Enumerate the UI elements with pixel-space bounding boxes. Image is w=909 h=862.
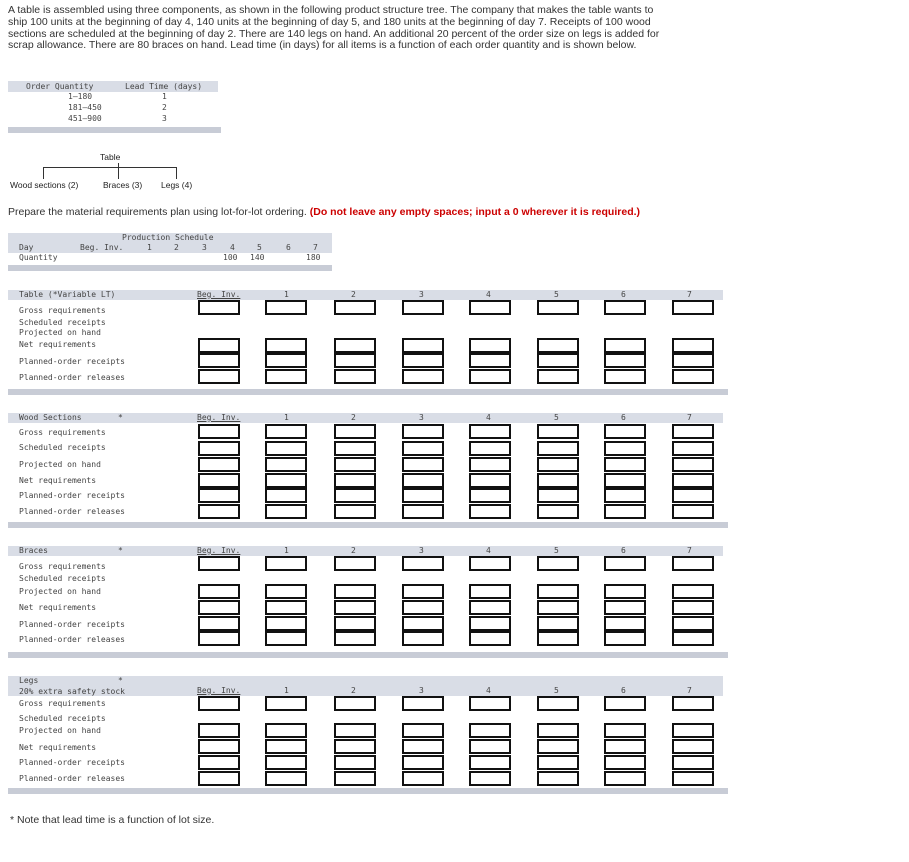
mrp-input-cell[interactable] [469,424,511,439]
mrp-input-cell[interactable] [604,696,646,711]
schedule-day-3: 3 [202,243,207,252]
mrp-input-cell[interactable] [537,616,579,631]
schedule-qty-day-4: 100 [223,253,238,262]
mrp-input-cell[interactable] [537,600,579,615]
mrp-row-label: Planned-order receipts [19,620,125,629]
mrp-input-cell[interactable] [334,353,376,368]
mrp-input-cell[interactable] [402,369,444,384]
mrp-period-2-3: 3 [419,546,424,555]
mrp-input-cell[interactable] [402,424,444,439]
mrp-input-cell[interactable] [402,600,444,615]
schedule-day-1: 1 [147,243,152,252]
mrp-row-label: Planned-order receipts [19,758,125,767]
mrp-input-cell[interactable] [402,755,444,770]
mrp-input-cell[interactable] [672,739,714,754]
mrp-period-1-2: 2 [351,413,356,422]
mrp-input-cell[interactable] [469,457,511,472]
mrp-input-cell[interactable] [334,631,376,646]
mrp-input-cell[interactable] [265,616,307,631]
tree-child-legs: Legs (4) [161,180,193,190]
mrp-input-cell[interactable] [537,556,579,571]
mrp-period-2-4: 4 [486,546,491,555]
mrp-input-cell[interactable] [537,584,579,599]
mrp-input-cell[interactable] [402,473,444,488]
schedule-day-label: Day [19,243,34,252]
mrp-period-0-4: 4 [486,290,491,299]
instructions [8,206,640,218]
mrp-input-cell[interactable] [469,556,511,571]
mrp-input-cell[interactable] [265,739,307,754]
mrp-input-cell[interactable] [604,723,646,738]
tree-child-wood: Wood sections (2) [10,180,79,190]
mrp-input-cell[interactable] [265,696,307,711]
mrp-input-cell[interactable] [672,300,714,315]
mrp-row-label: Planned-order releases [19,774,125,783]
mrp-input-cell[interactable] [334,441,376,456]
mrp-input-cell[interactable] [198,353,240,368]
mrp-input-cell[interactable] [402,771,444,786]
tree-drop-2 [118,167,119,179]
instruction-text: Prepare the material requirements plan using lot-for-lot ordering. [8,206,307,218]
lead-time-col-lt: Lead Time (days) [125,82,203,91]
mrp-input-cell[interactable] [537,739,579,754]
mrp-input-cell[interactable] [265,441,307,456]
mrp-rule-2 [8,652,728,658]
mrp-input-cell[interactable] [198,369,240,384]
mrp-input-cell[interactable] [265,584,307,599]
mrp-title-1: Wood Sections [19,413,82,422]
mrp-input-cell[interactable] [604,771,646,786]
lead-time-lt-3: 3 [162,114,167,123]
mrp-period-2-6: 6 [621,546,626,555]
mrp-input-cell[interactable] [672,556,714,571]
mrp-row-label: Planned-order releases [19,373,125,382]
mrp-input-cell[interactable] [265,723,307,738]
schedule-qty-day-7: 180 [306,253,321,262]
mrp-row-label: Planned-order releases [19,507,125,516]
mrp-input-cell[interactable] [334,696,376,711]
mrp-input-cell[interactable] [537,771,579,786]
mrp-row-label: Net requirements [19,603,97,612]
mrp-input-cell[interactable] [334,739,376,754]
mrp-period-2-0: Beg. Inv. [197,546,241,555]
tree-child-braces: Braces (3) [103,180,143,190]
mrp-star-2: * [118,546,123,555]
mrp-period-1-5: 5 [554,413,559,422]
mrp-input-cell[interactable] [198,696,240,711]
mrp-input-cell[interactable] [672,473,714,488]
mrp-input-cell[interactable] [334,556,376,571]
mrp-input-cell[interactable] [334,600,376,615]
mrp-input-cell[interactable] [198,600,240,615]
mrp-input-cell[interactable] [604,584,646,599]
mrp-input-cell[interactable] [469,723,511,738]
mrp-row-label: Planned-order receipts [19,357,125,366]
mrp-period-3-1: 1 [284,686,289,695]
mrp-input-cell[interactable] [334,300,376,315]
mrp-input-cell[interactable] [402,457,444,472]
production-schedule-title: Production Schedule [122,233,214,242]
mrp-input-cell[interactable] [198,441,240,456]
mrp-input-cell[interactable] [402,338,444,353]
mrp-row-label: Gross requirements [19,562,106,571]
mrp-input-cell[interactable] [402,616,444,631]
mrp-input-cell[interactable] [604,739,646,754]
mrp-input-cell[interactable] [469,616,511,631]
mrp-input-cell[interactable] [198,771,240,786]
mrp-input-cell[interactable] [604,441,646,456]
mrp-input-cell[interactable] [604,504,646,519]
mrp-input-cell[interactable] [402,504,444,519]
mrp-input-cell[interactable] [469,441,511,456]
mrp-input-cell[interactable] [537,696,579,711]
mrp-input-cell[interactable] [265,369,307,384]
mrp-input-cell[interactable] [402,739,444,754]
mrp-input-cell[interactable] [198,616,240,631]
mrp-input-cell[interactable] [672,631,714,646]
mrp-input-cell[interactable] [198,556,240,571]
mrp-input-cell[interactable] [672,424,714,439]
mrp-input-cell[interactable] [402,353,444,368]
mrp-input-cell[interactable] [604,488,646,503]
mrp-period-2-2: 2 [351,546,356,555]
mrp-period-0-1: 1 [284,290,289,299]
mrp-period-3-3: 3 [419,686,424,695]
mrp-input-cell[interactable] [265,631,307,646]
mrp-input-cell[interactable] [604,556,646,571]
mrp-rule-0 [8,389,728,395]
mrp-input-cell[interactable] [469,771,511,786]
mrp-input-cell[interactable] [469,300,511,315]
mrp-period-2-1: 1 [284,546,289,555]
mrp-input-cell[interactable] [402,556,444,571]
mrp-input-cell[interactable] [469,600,511,615]
mrp-input-cell[interactable] [604,369,646,384]
mrp-input-cell[interactable] [672,771,714,786]
mrp-input-cell[interactable] [469,755,511,770]
mrp-period-3-5: 5 [554,686,559,695]
mrp-input-cell[interactable] [537,755,579,770]
mrp-period-1-1: 1 [284,413,289,422]
mrp-period-0-2: 2 [351,290,356,299]
mrp-period-3-7: 7 [687,686,692,695]
mrp-input-cell[interactable] [537,631,579,646]
mrp-input-cell[interactable] [537,300,579,315]
lead-time-lt-2: 2 [162,103,167,112]
mrp-input-cell[interactable] [265,473,307,488]
schedule-beg-label: Beg. Inv. [80,243,124,252]
mrp-row-label: Gross requirements [19,428,106,437]
mrp-input-cell[interactable] [672,723,714,738]
mrp-input-cell[interactable] [402,441,444,456]
mrp-input-cell[interactable] [672,369,714,384]
mrp-period-0-6: 6 [621,290,626,299]
mrp-input-cell[interactable] [265,771,307,786]
mrp-input-cell[interactable] [672,441,714,456]
mrp-period-1-3: 3 [419,413,424,422]
mrp-input-cell[interactable] [265,300,307,315]
schedule-qty-label: Quantity [19,253,58,262]
mrp-row-label: Scheduled receipts [19,574,106,583]
mrp-input-cell[interactable] [469,488,511,503]
tree-branch [43,167,176,168]
mrp-row-label: Scheduled receipts [19,714,106,723]
mrp-row-label: Projected on hand [19,587,101,596]
schedule-day-7: 7 [313,243,318,252]
mrp-input-cell[interactable] [334,488,376,503]
mrp-input-cell[interactable] [402,488,444,503]
mrp-period-1-6: 6 [621,413,626,422]
mrp-period-3-2: 2 [351,686,356,695]
mrp-period-1-0: Beg. Inv. [197,413,241,422]
mrp-input-cell[interactable] [198,300,240,315]
mrp-rule-1 [8,522,728,528]
mrp-input-cell[interactable] [402,696,444,711]
tree-drop-1 [43,167,44,179]
mrp-input-cell[interactable] [198,755,240,770]
mrp-title-3: Legs [19,676,39,685]
mrp-row-label: Planned-order releases [19,635,125,644]
mrp-input-cell[interactable] [334,424,376,439]
mrp-input-cell[interactable] [469,739,511,754]
schedule-day-4: 4 [230,243,235,252]
mrp-input-cell[interactable] [265,556,307,571]
mrp-row-label: Projected on hand [19,460,101,469]
mrp-period-2-5: 5 [554,546,559,555]
mrp-input-cell[interactable] [469,338,511,353]
problem-statement: A table is assembled using three components, as shown in the following product structure tree. The company that makes the table wants to ship 100 units at the beginning of day 4, 140 units at the beginning of day 5, and 180 units at the beginning of day 7. Receipts of 100 wood sections are scheduled at the beginning of day 2. There are 140 legs on hand. An additional 20 percent of the order size on legs is added for scrap allowance. There are 80 braces on hand. Lead time (in days) for all items is a function of each order quantity and is shown below. [8,4,660,52]
mrp-input-cell[interactable] [198,723,240,738]
mrp-star-3: * [118,676,123,685]
mrp-input-cell[interactable] [672,584,714,599]
mrp-input-cell[interactable] [672,755,714,770]
mrp-input-cell[interactable] [604,424,646,439]
mrp-input-cell[interactable] [604,616,646,631]
mrp-period-3-0: Beg. Inv. [197,686,241,695]
mrp-period-0-0: Beg. Inv. [197,290,241,299]
mrp-input-cell[interactable] [402,584,444,599]
mrp-header-1 [8,413,723,423]
mrp-input-cell[interactable] [672,600,714,615]
mrp-input-cell[interactable] [334,473,376,488]
mrp-row-label: Planned-order receipts [19,491,125,500]
mrp-input-cell[interactable] [672,457,714,472]
mrp-input-cell[interactable] [672,696,714,711]
mrp-input-cell[interactable] [537,504,579,519]
mrp-input-cell[interactable] [334,616,376,631]
schedule-qty-day-5: 140 [250,253,265,262]
mrp-input-cell[interactable] [334,755,376,770]
lead-time-qty-3: 451–900 [68,114,102,123]
mrp-input-cell[interactable] [672,504,714,519]
mrp-row-label: Net requirements [19,476,97,485]
mrp-input-cell[interactable] [265,457,307,472]
mrp-input-cell[interactable] [198,473,240,488]
mrp-input-cell[interactable] [334,723,376,738]
lead-time-qty-1: 1–180 [68,92,93,101]
mrp-input-cell[interactable] [469,353,511,368]
mrp-input-cell[interactable] [198,504,240,519]
mrp-row-label: Gross requirements [19,699,106,708]
mrp-input-cell[interactable] [198,631,240,646]
mrp-input-cell[interactable] [537,473,579,488]
mrp-input-cell[interactable] [604,353,646,368]
mrp-input-cell[interactable] [334,457,376,472]
mrp-title-0: Table (*Variable LT) [19,290,116,299]
mrp-input-cell[interactable] [604,473,646,488]
instruction-warning: (Do not leave any empty spaces; input a 0 wherever it is required.) [309,206,641,218]
mrp-period-0-3: 3 [419,290,424,299]
lead-time-lt-1: 1 [162,92,167,101]
lead-time-rule [8,127,221,133]
mrp-input-cell[interactable] [334,338,376,353]
mrp-row-label: Projected on hand [19,726,101,735]
footnote: * Note that lead time is a function of lot size. [10,814,215,826]
mrp-input-cell[interactable] [469,631,511,646]
mrp-input-cell[interactable] [537,369,579,384]
mrp-period-1-4: 4 [486,413,491,422]
mrp-row-label: Net requirements [19,340,97,349]
mrp-input-cell[interactable] [334,369,376,384]
tree-root: Table [100,152,121,162]
mrp-input-cell[interactable] [334,771,376,786]
mrp-input-cell[interactable] [672,338,714,353]
mrp-input-cell[interactable] [402,300,444,315]
mrp-period-2-7: 7 [687,546,692,555]
mrp-row-label: 20% extra safety stock [19,687,125,696]
mrp-input-cell[interactable] [672,353,714,368]
mrp-star-1: * [118,413,123,422]
mrp-input-cell[interactable] [334,584,376,599]
schedule-day-6: 6 [286,243,291,252]
mrp-input-cell[interactable] [198,457,240,472]
mrp-input-cell[interactable] [537,488,579,503]
mrp-row-label: Net requirements [19,743,97,752]
mrp-input-cell[interactable] [265,338,307,353]
mrp-period-0-7: 7 [687,290,692,299]
schedule-rule [8,265,332,271]
mrp-input-cell[interactable] [265,424,307,439]
mrp-period-3-6: 6 [621,686,626,695]
mrp-input-cell[interactable] [537,441,579,456]
mrp-input-cell[interactable] [469,473,511,488]
lead-time-qty-2: 181–450 [68,103,102,112]
mrp-input-cell[interactable] [265,353,307,368]
mrp-input-cell[interactable] [402,723,444,738]
mrp-input-cell[interactable] [604,457,646,472]
mrp-input-cell[interactable] [537,353,579,368]
mrp-input-cell[interactable] [537,723,579,738]
mrp-input-cell[interactable] [198,739,240,754]
mrp-period-1-7: 7 [687,413,692,422]
mrp-row-label: Scheduled receipts [19,318,106,327]
mrp-input-cell[interactable] [198,488,240,503]
mrp-input-cell[interactable] [604,755,646,770]
schedule-day-5: 5 [257,243,262,252]
mrp-input-cell[interactable] [604,300,646,315]
mrp-input-cell[interactable] [537,457,579,472]
mrp-row-label: Scheduled receipts [19,443,106,452]
schedule-day-2: 2 [174,243,179,252]
mrp-input-cell[interactable] [265,755,307,770]
mrp-input-cell[interactable] [402,631,444,646]
mrp-rule-3 [8,788,728,794]
mrp-input-cell[interactable] [265,504,307,519]
mrp-input-cell[interactable] [672,488,714,503]
mrp-input-cell[interactable] [265,600,307,615]
mrp-input-cell[interactable] [198,338,240,353]
mrp-input-cell[interactable] [265,488,307,503]
mrp-input-cell[interactable] [469,369,511,384]
mrp-input-cell[interactable] [604,600,646,615]
mrp-row-label: Gross requirements [19,306,106,315]
mrp-input-cell[interactable] [604,631,646,646]
mrp-period-0-5: 5 [554,290,559,299]
tree-drop-3 [176,167,177,179]
mrp-input-cell[interactable] [469,584,511,599]
mrp-input-cell[interactable] [198,584,240,599]
mrp-input-cell[interactable] [198,424,240,439]
mrp-input-cell[interactable] [604,338,646,353]
lead-time-col-qty: Order Quantity [26,82,94,91]
mrp-input-cell[interactable] [469,696,511,711]
mrp-input-cell[interactable] [469,504,511,519]
mrp-header-2 [8,546,723,556]
mrp-input-cell[interactable] [537,338,579,353]
mrp-input-cell[interactable] [672,616,714,631]
mrp-title-2: Braces [19,546,48,555]
mrp-input-cell[interactable] [537,424,579,439]
mrp-row-label: Projected on hand [19,328,101,337]
mrp-period-3-4: 4 [486,686,491,695]
mrp-input-cell[interactable] [334,504,376,519]
